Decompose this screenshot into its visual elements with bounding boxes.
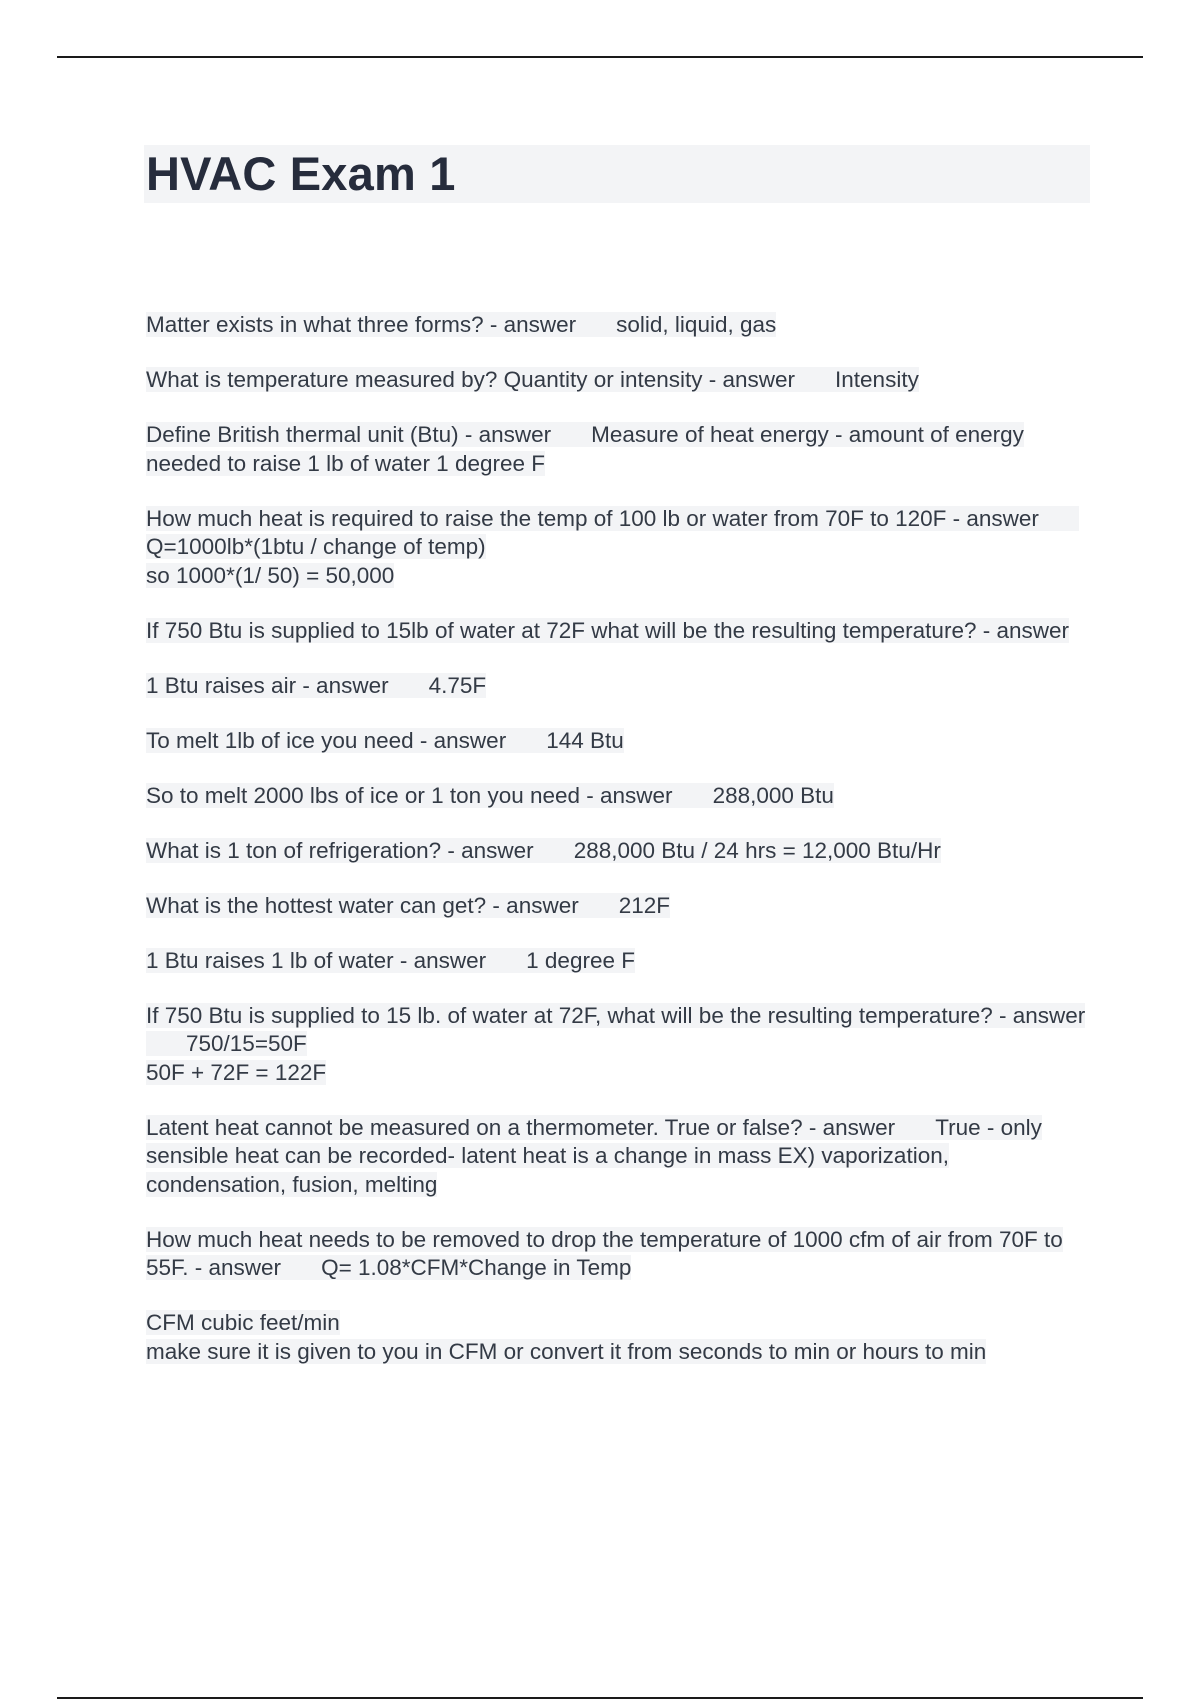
- answer-text: Q=1000lb*(1btu / change of temp): [146, 534, 486, 559]
- qa-item: [146, 617, 1092, 646]
- question-text: 1 Btu raises air - answer: [146, 672, 389, 698]
- answer-text: solid, liquid, gas: [616, 312, 777, 337]
- qa-item: [146, 727, 1092, 756]
- answer-text: True - only sensible heat can be recorded- latent heat is a change in mass EX) vaporization, condensation, fusion, melting: [146, 1114, 1042, 1197]
- question-text: So to melt 2000 lbs of ice or 1 ton you need - answer: [146, 782, 673, 808]
- answer-text: 212F: [618, 892, 671, 918]
- qa-item: [146, 1114, 1092, 1200]
- question-text: Matter exists in what three forms? - answer: [146, 312, 577, 337]
- document-title: HVAC Exam 1: [146, 147, 456, 200]
- qa-item: [146, 782, 1092, 811]
- qa-item: [146, 421, 1092, 478]
- answer-text: Intensity: [835, 367, 919, 392]
- question-text: Define British thermal unit (Btu) - answer: [146, 422, 552, 447]
- answer-text: 1 degree F: [526, 947, 635, 973]
- question-text: What is 1 ton of refrigeration? - answer: [146, 837, 534, 863]
- answer-text: 144 Btu: [546, 727, 624, 753]
- question-text: If 750 Btu is supplied to 15lb of water at 72F what will be the resulting temperature? - answer: [146, 617, 1069, 643]
- question-text: CFM cubic feet/min: [146, 1310, 340, 1335]
- answer-text: Q= 1.08*CFM*Change in Temp: [321, 1255, 632, 1280]
- question-text: What is the hottest water can get? - answer: [146, 892, 579, 918]
- qa-item: [146, 1002, 1092, 1088]
- answer-text-line-2: make sure it is given to you in CFM or convert it from seconds to min or hours to min: [146, 1338, 987, 1364]
- qa-item: [146, 837, 1092, 866]
- question-text: How much heat needs to be removed to drop the temperature of 1000 cfm of air from 70F to 55F. - answer: [146, 1226, 1063, 1280]
- qa-item: [146, 311, 1092, 340]
- answer-text: 750/15=50F: [186, 1031, 307, 1056]
- question-text: Latent heat cannot be measured on a thermometer. True or false? - answer: [146, 1114, 896, 1140]
- qa-list: [146, 311, 1092, 1393]
- question-text: How much heat is required to raise the temp of 100 lb or water from 70F to 120F - answer: [146, 505, 1039, 531]
- answer-text: 288,000 Btu: [712, 782, 834, 808]
- qa-item: [146, 505, 1092, 591]
- question-text: What is temperature measured by? Quantity or intensity - answer: [146, 367, 796, 392]
- qa-item: [146, 892, 1092, 921]
- bottom-rule: [57, 1697, 1143, 1699]
- question-text: If 750 Btu is supplied to 15 lb. of water at 72F, what will be the resulting temperature? - answer: [146, 1002, 1086, 1028]
- answer-text-line-2: 50F + 72F = 122F: [146, 1059, 327, 1085]
- question-text: 1 Btu raises 1 lb of water - answer: [146, 947, 487, 973]
- answer-text: Measure of heat energy - amount of energy needed to raise 1 lb of water 1 degree F: [146, 422, 1024, 476]
- top-rule: [57, 56, 1143, 58]
- qa-item: [146, 1226, 1092, 1283]
- qa-item: [146, 1309, 1092, 1366]
- answer-text: 288,000 Btu / 24 hrs = 12,000 Btu/Hr: [573, 837, 941, 863]
- question-text: To melt 1lb of ice you need - answer: [146, 727, 507, 753]
- qa-item: [146, 947, 1092, 976]
- qa-item: [146, 366, 1092, 395]
- qa-item: [146, 672, 1092, 701]
- answer-text: 4.75F: [428, 672, 487, 698]
- answer-text-line-2: so 1000*(1/ 50) = 50,000: [146, 562, 395, 588]
